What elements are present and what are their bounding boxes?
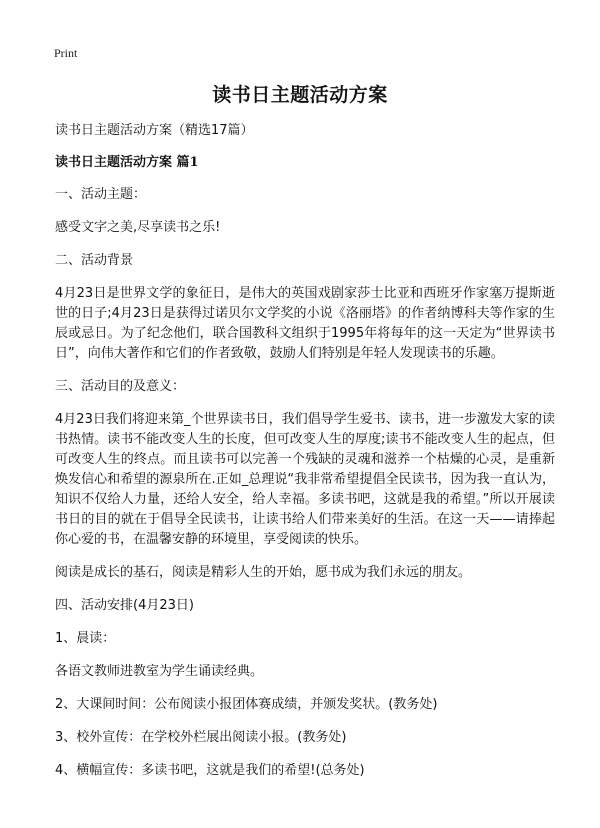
paragraph-background: 4月23日是世界文学的象征日，是伟大的英国戏剧家莎士比亚和西班牙作家塞万提斯逝世的日子;4月23日是获得过诺贝尔文学奖的小说《洛丽塔》的作者纳博科夫等作家的生辰或忌日。为了纪念他们，联合国教科文组织于1995年将每年的这一天定为“世界读书日”，向伟大著作和它们的作者致敬，鼓励人们特别是年轻人发现读书的乐趣。 <box>55 286 555 361</box>
item-break-time: 2、大课间时间：公布阅读小报团体赛成绩，并颁发奖状。(教务处) <box>55 697 438 712</box>
item-outdoor-publicity: 3、校外宣传：在学校外栏展出阅读小报。(教务处) <box>55 730 347 745</box>
item-banner-publicity: 4、横幅宣传：多读书吧，这就是我们的希望!(总务处) <box>55 763 365 778</box>
document-body <box>55 121 555 794</box>
heading-background: 二、活动背景 <box>55 253 134 268</box>
heading-arrangement: 四、活动安排(4月23日) <box>55 598 194 613</box>
heading-purpose: 三、活动目的及意义： <box>55 379 186 394</box>
section-title: 读书日主题活动方案 篇1 <box>55 155 199 170</box>
item-morning-reading: 1、晨读： <box>55 631 116 646</box>
print-link[interactable]: Print <box>54 46 78 60</box>
document-title: 读书日主题活动方案 <box>212 84 388 106</box>
paragraph-purpose: 4月23日我们将迎来第_个世界读书日，我们倡导学生爱书、读书，进一步激发大家的读书热情。读书不能改变人生的长度，但可改变人生的厚度;读书不能改变人生的起点，但可改变人生的终点。而且读书可以完善一个残缺的灵魂和滋养一个枯燥的心灵，是重新焕发信心和希望的源泉所在.正如_总理说“我非常希望提倡全民读书，因为我一直认为，知识不仅给人力量，还给人安全，给人幸福。多读书吧，这就是我的希望。”所以开展读书日的目的就在于倡导全民读书，让读书给人们带来美好的生活。在这一天——请捧起你心爱的书，在温馨安静的环境里，享受阅读的快乐。 <box>55 412 555 547</box>
document-subtitle: 读书日主题活动方案（精选17篇） <box>55 123 254 138</box>
paragraph-reading-foundation: 阅读是成长的基石，阅读是精彩人生的开始，愿书成为我们永远的朋友。 <box>55 565 472 580</box>
heading-activity-theme: 一、活动主题： <box>55 187 147 202</box>
paragraph-theme: 感受文字之美,尽享读书之乐! <box>55 220 221 235</box>
paragraph-teachers-read: 各语文教师进教室为学生诵读经典。 <box>55 664 264 679</box>
